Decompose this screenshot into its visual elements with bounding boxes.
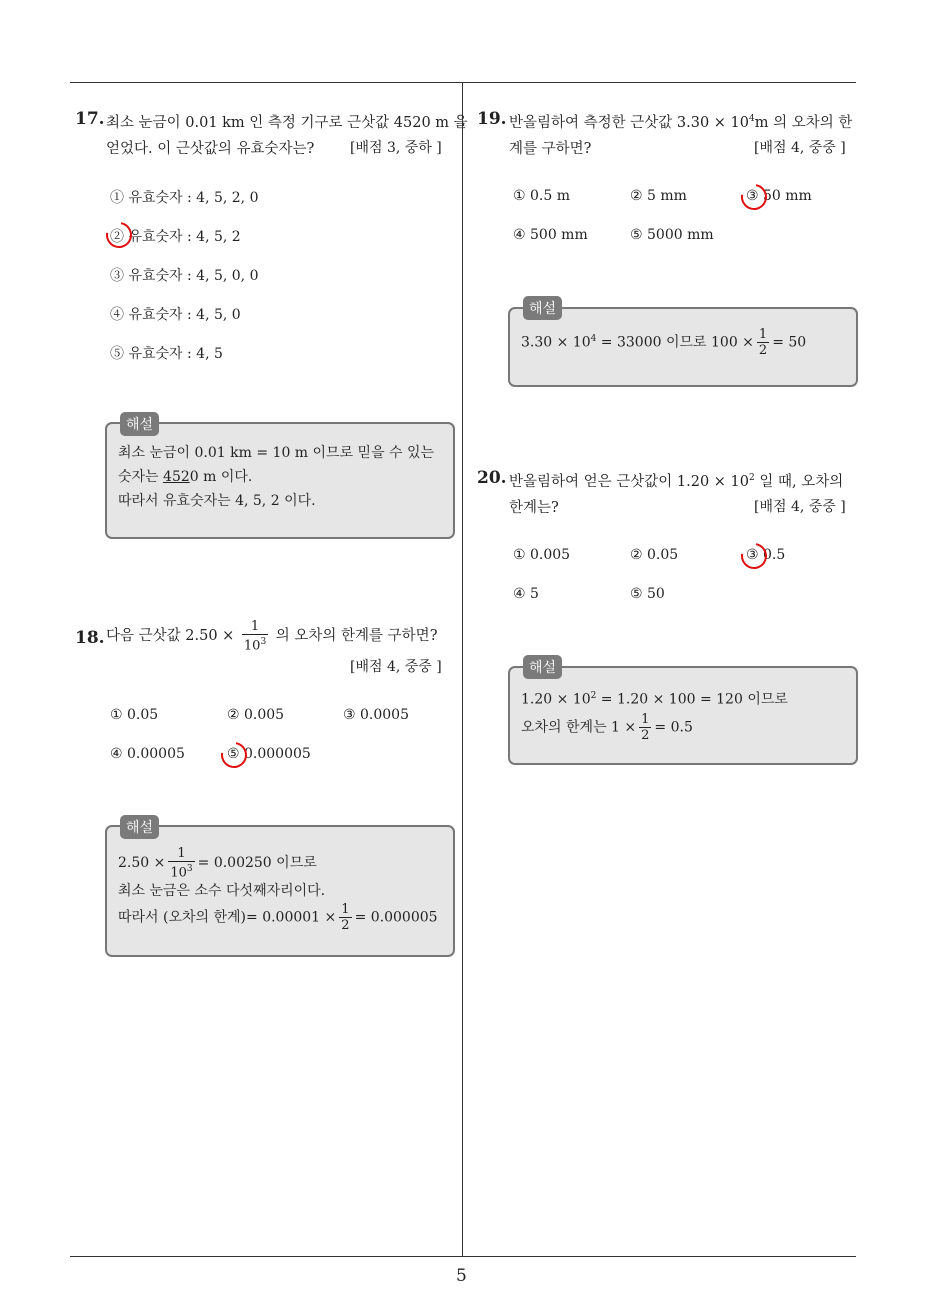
choice-3[interactable]: ③ 0.0005 [343, 707, 409, 723]
fraction: $\frac{1}{10^3}$ [170, 846, 193, 881]
choice-2[interactable]: ② 0.05 [630, 547, 679, 563]
choice-2[interactable]: ② 유효숫자 : 4, 5, 2 [110, 229, 241, 245]
fraction: $\frac{1}{2}$ [341, 902, 350, 934]
explanation-line1: $1.20 \times 10^2 = 1.20 \times 100 = 120$ 이므로 [521, 691, 788, 708]
choice-5[interactable]: ⑤ 50 [630, 586, 665, 602]
score-label: [배점 4, 중중 ] [754, 499, 846, 515]
choice-4[interactable]: ④ 500 mm [513, 227, 588, 243]
explanation-text [521, 327, 806, 358]
column-divider [462, 82, 463, 1257]
bottom-rule [70, 1256, 856, 1257]
choice-4[interactable]: ④ 0.00005 [110, 746, 185, 762]
question-text-line1: 다음 근삿값 2.50 × $\frac{1}{10^3}$ 의 오차의 한계를 구하면? [106, 619, 438, 654]
choice-1[interactable]: ① 0.005 [513, 547, 571, 563]
explanation-line2: 숫자는 4520 m 이다. [118, 469, 253, 485]
explanation-line3: 따라서 (오차의 한계)= 0.00001 × $\frac{1}{2}$ = 0.000005 [118, 902, 438, 934]
choice-4[interactable]: ④ 유효숫자 : 4, 5, 0 [110, 307, 241, 323]
answer-mark-circle [736, 179, 772, 215]
question-number: 17. [75, 109, 105, 129]
score-label: [배점 3, 중하 ] [350, 140, 442, 156]
question-number: 20. [477, 468, 507, 488]
explanation-tag: 해설 [523, 296, 562, 320]
choice-1[interactable]: ① 0.5 m [513, 188, 570, 204]
explanation-text [118, 846, 438, 933]
explanation-text [118, 441, 434, 513]
choice-2[interactable]: ② 0.005 [227, 707, 285, 723]
fraction: $\frac{1}{2}$ [641, 711, 650, 743]
explanation-line1: 2.50 × $\frac{1}{10^3}$ = 0.00250 이므로 [118, 846, 317, 881]
choice-1[interactable]: ① 0.05 [110, 707, 159, 723]
question-number: 19. [477, 109, 507, 129]
explanation-line1: $3.30 \times 10^4 = 33000$ 이므로 100 × $\frac{1}{2}$ = 50 [521, 327, 807, 359]
explanation-line2: 오차의 한계는 1 × $\frac{1}{2}$ = 0.5 [521, 711, 693, 743]
answer-mark-circle [736, 538, 772, 574]
question-text-line2: 계를 구하면? [509, 141, 592, 157]
explanation-line2: 최소 눈금은 소수 다섯째자리이다. [118, 883, 326, 900]
explanation-line1: 최소 눈금이 0.01 km = 10 m 이므로 믿을 수 있는 [118, 445, 435, 461]
explanation-tag: 해설 [120, 412, 159, 436]
answer-mark-circle [101, 217, 137, 253]
fraction: $\frac{1}{2}$ [758, 327, 768, 359]
explanation-text [521, 684, 788, 743]
score-label: [배점 4, 중중 ] [350, 659, 442, 675]
score-label: [배점 4, 중중 ] [754, 140, 846, 156]
top-rule [70, 82, 856, 83]
question-number: 18. [75, 628, 105, 648]
fraction: $\frac{1}{10^3}$ [243, 619, 267, 654]
explanation-line3: 따라서 유효숫자는 4, 5, 2 이다. [118, 493, 316, 509]
choice-3[interactable]: ③ 50 mm [746, 188, 812, 204]
choice-5[interactable]: ⑤ 유효숫자 : 4, 5 [110, 346, 223, 362]
choice-5[interactable]: ⑤ 0.000005 [227, 746, 311, 762]
question-text-line1: 반올림하여 얻은 근삿값이 $1.20 \times 10^2$ 일 때, 오차의 [509, 473, 844, 490]
question-text-line1: 반올림하여 측정한 근삿값 $3.30 \times 10^4m$ 의 오차의 한 [509, 114, 853, 131]
question-text-line1: 최소 눈금이 0.01 km 인 측정 기구로 근삿값 4520 m 을 [106, 115, 468, 131]
explanation-tag: 해설 [120, 815, 159, 839]
choice-1[interactable]: ① 유효숫자 : 4, 5, 2, 0 [110, 190, 259, 206]
question-text-line2: 한계는? [509, 500, 559, 516]
choice-5[interactable]: ⑤ 5000 mm [630, 227, 714, 243]
choice-3[interactable]: ③ 0.5 [746, 547, 786, 563]
choice-3[interactable]: ③ 유효숫자 : 4, 5, 0, 0 [110, 268, 259, 284]
explanation-tag: 해설 [523, 655, 562, 679]
choice-4[interactable]: ④ 5 [513, 586, 539, 602]
choice-2[interactable]: ② 5 mm [630, 188, 687, 204]
answer-mark-circle [216, 737, 252, 773]
page-number: 5 [456, 1266, 467, 1286]
question-text-line2: 얻었다. 이 근삿값의 유효숫자는? [106, 141, 315, 157]
